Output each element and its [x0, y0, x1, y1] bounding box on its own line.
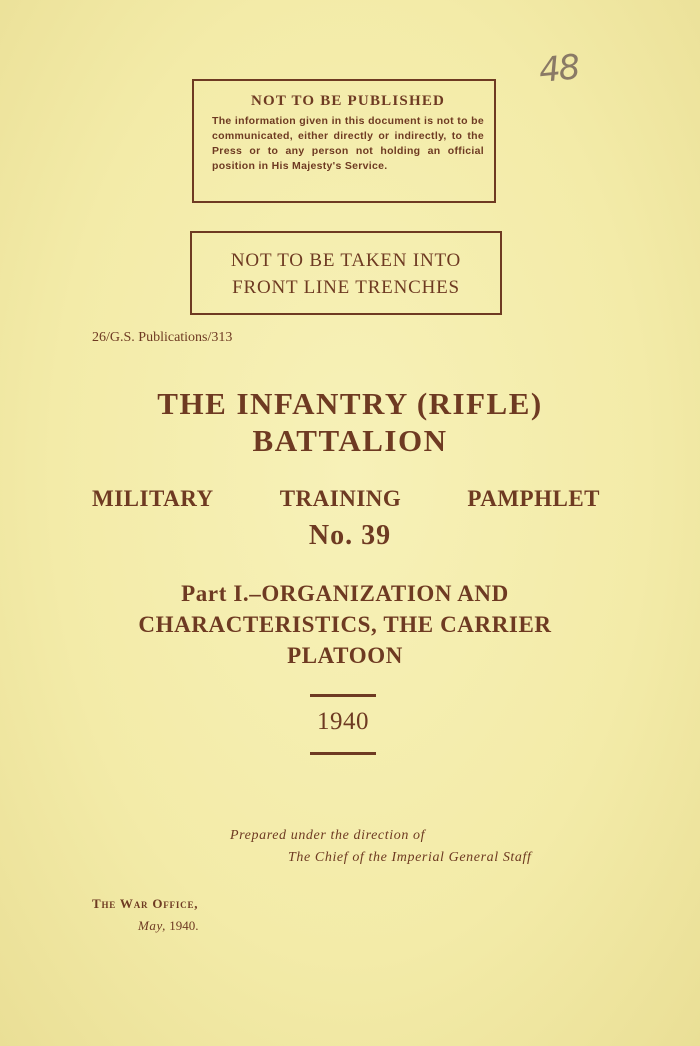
document-title — [0, 385, 700, 459]
series-word-2: TRAINING — [279, 486, 402, 511]
restriction-notice-box — [192, 79, 496, 203]
part-title — [0, 578, 690, 671]
part-line-1: Part I.–ORGANIZATION AND — [181, 581, 509, 606]
restriction-notice-body: The information given in this document is not to be communicated, either directly or indirectly, to the Press or to any person not holding an official position in His Majesty's Service. — [212, 115, 484, 172]
top-divider — [310, 694, 376, 697]
bottom-divider — [310, 752, 376, 755]
issue-month: May, — [138, 918, 167, 933]
series-word-1: MILITARY — [92, 486, 214, 511]
trench-notice-line-2: FRONT LINE TRENCHES — [232, 277, 460, 298]
series-title — [92, 486, 600, 512]
prepared-by-line-2: The Chief of the Imperial General Staff — [288, 850, 532, 865]
series-word-3: PAMPHLET — [467, 486, 600, 511]
publication-year: 1940 — [317, 708, 369, 735]
prepared-by-line-1: Prepared under the direction of — [230, 828, 426, 843]
handwritten-note: 48 — [537, 47, 581, 92]
pamphlet-number: No. 39 — [308, 520, 392, 551]
part-line-2: CHARACTERISTICS, THE CARRIER — [138, 612, 552, 637]
trench-notice-box — [190, 231, 502, 315]
issue-year: 1940. — [169, 918, 199, 933]
trench-notice-line-1: NOT TO BE TAKEN INTO — [230, 250, 462, 271]
title-line-1: THE INFANTRY (RIFLE) — [157, 386, 543, 421]
title-line-2: BATTALION — [252, 423, 448, 458]
issue-date — [138, 918, 199, 934]
issuing-office: The War Office, — [92, 896, 199, 911]
publication-number: 26/G.S. Publications/313 — [92, 330, 233, 345]
restriction-notice-heading: NOT TO BE PUBLISHED — [250, 93, 446, 109]
part-line-3: PLATOON — [287, 643, 403, 668]
